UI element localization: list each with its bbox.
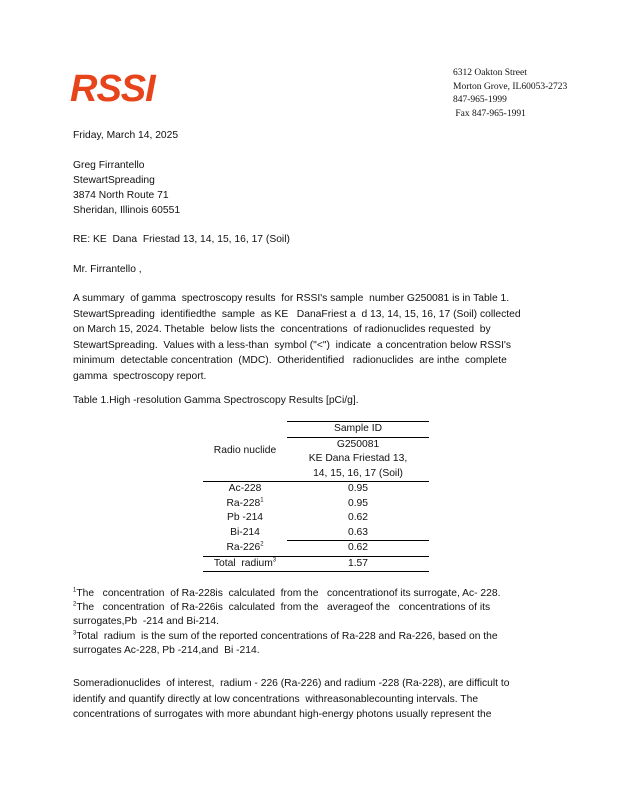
rssi-logo: RSSI — [70, 68, 155, 110]
footnote-3: $^3$Total radium is the sum of the reported concentrations of Ra-228 and Ra-226, based on the surrogates Ac-228, Pb -214,and Bi -214. — [73, 630, 498, 656]
recipient-city: Sheridan, Illinois 60551 — [73, 205, 181, 216]
results-table — [203, 421, 429, 572]
value-cell: 0.95 — [287, 482, 429, 497]
closing-line: identify and quantify directly at low concentrations withreasonablecounting intervals. The — [73, 693, 479, 705]
recipient-block — [73, 158, 180, 218]
closing-line: Someradionuclides of interest, radium - 226 (Ra-226) and radium -228 (Ra-228), are difficult to — [73, 678, 510, 689]
footnote-mark: 3 — [272, 557, 277, 564]
value-cell: 1.57 — [287, 556, 429, 572]
value-cell: 0.95 — [347, 497, 369, 509]
intro-line: gamma spectroscopy report. — [73, 370, 207, 382]
letterhead-address — [453, 67, 567, 121]
nuclide-cell: $Ra-228^1$ — [226, 497, 264, 509]
footnote-2: $^2$The concentration of Ra-226is calculated from the averageof the concentrations of its surrogates,Pb -214 and Bi-214. — [73, 601, 491, 627]
footnote-mark: 3 — [73, 630, 77, 637]
table-row — [203, 541, 429, 557]
address-fax: Fax 847-965-1991 — [453, 108, 526, 119]
value-cell: 0.63 — [287, 526, 429, 541]
re-line: RE: KE Dana Friestad 13, 14, 15, 16, 17 (Soil) — [73, 234, 290, 245]
value-cell: 0.62 — [347, 512, 369, 523]
footnote-mark: 1 — [260, 497, 264, 504]
column-header-sample: Sample ID — [287, 422, 429, 438]
table-row — [203, 482, 429, 497]
intro-line: A summary of gamma spectroscopy results for RSSI's sample number G250081 is in Table 1. — [73, 293, 510, 304]
column-header-nuclide: Radio nuclide — [213, 445, 277, 456]
salutation: Mr. Firrantello , — [73, 264, 142, 275]
footnote-mark: 2 — [73, 601, 77, 608]
letter-date: Friday, March 14, 2025 — [73, 130, 179, 141]
nuclide-cell: Total radium$^3$ — [203, 556, 287, 572]
closing-paragraph — [73, 676, 543, 723]
table-caption: Table 1.High -resolution Gamma Spectroscopy Results [pCi/g]. — [73, 395, 359, 406]
recipient-name: Greg Firrantello — [73, 160, 145, 171]
footnote-mark: 1 — [73, 587, 77, 594]
closing-line: concentrations of surrogates with more abundant high-energy photons usually represent the — [73, 709, 492, 720]
table-row — [203, 511, 429, 526]
sample-name: 14, 15, 16, 17 (Soil) — [313, 467, 403, 479]
intro-line: StewartSpreading identifiedthe sample as KE DanaFriest a d 13, 14, 15, 16, 17 (Soil) collected — [73, 308, 521, 320]
footnote-1: $^1$The concentration of Ra-228is calculated from the concentrationof its surrogate, Ac- 228. — [73, 587, 501, 599]
nuclide-cell: $Ra-226^2$ — [203, 541, 287, 557]
sample-name: KE Dana Friestad 13, — [308, 453, 408, 464]
value-cell: 0.62 — [287, 541, 429, 557]
nuclide-cell: Bi-214 — [230, 526, 260, 538]
nuclide-cell: Ac-228 — [203, 482, 287, 497]
address-city: Morton Grove, IL60053-2723 — [453, 81, 568, 92]
recipient-company: StewartSpreading — [73, 175, 155, 186]
intro-paragraph — [73, 291, 543, 384]
recipient-street: 3874 North Route 71 — [73, 190, 169, 201]
intro-line: StewartSpreading. Values with a less-than symbol ("<") indicate a concentration below RSSI's — [73, 339, 512, 351]
intro-line: minimum detectable concentration (MDC). Otheridentified radionuclides are inthe complete — [73, 355, 507, 366]
footnote-mark: 2 — [260, 541, 264, 548]
address-phone: 847-965-1999 — [453, 95, 507, 105]
sample-id: G250081 — [336, 438, 380, 450]
address-street: 6312 Oakton Street — [453, 68, 527, 78]
intro-line: on March 15, 2024. Thetable below lists the concentrations of radionuclides requested by — [73, 324, 491, 335]
table-row — [203, 497, 429, 512]
table-row — [203, 556, 429, 572]
table-row — [203, 526, 429, 541]
nuclide-cell: Pb -214 — [226, 512, 264, 523]
